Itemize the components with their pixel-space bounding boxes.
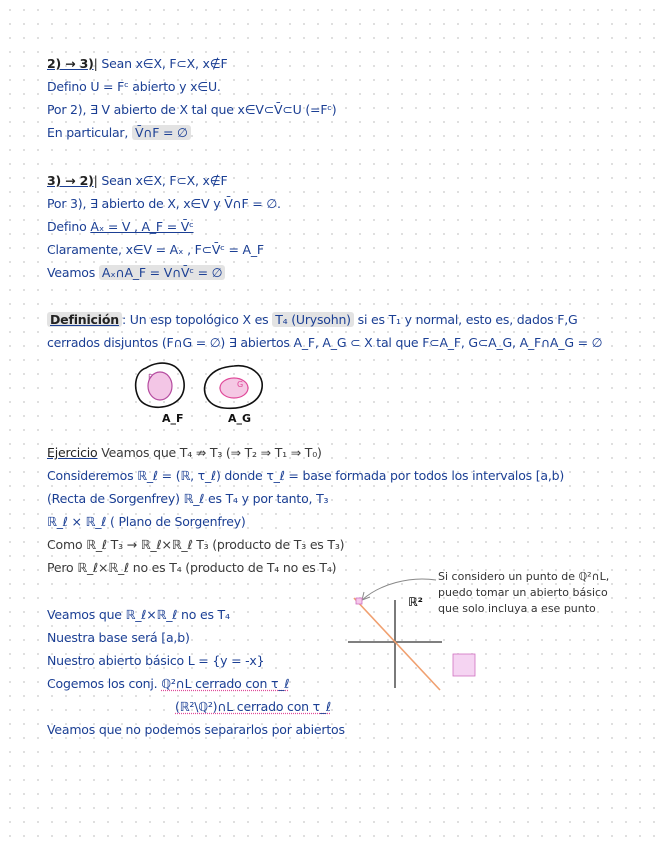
label-f: F [148, 373, 153, 382]
s1-line-1: 2) → 3)| Sean x∈X, F⊂X, x∉F [47, 56, 228, 71]
s1-heading: 2) → 3) [47, 56, 94, 71]
axis-label-r2: ℝ² [408, 595, 423, 609]
closed-set-g [220, 378, 248, 398]
ej-line-9: Nuestro abierto básico L = {y = -x} [47, 653, 265, 668]
s2-highlight: Aₓ∩A_F = V∩V̄ᶜ = ∅ [99, 265, 225, 280]
s2-line-5 [47, 265, 225, 281]
s1-highlight: V̄∩F = ∅ [132, 125, 191, 140]
label-af: A_F [162, 412, 184, 425]
s2-text-3b: Aₓ = V , A_F = V̄ᶜ [90, 219, 194, 234]
s2-line-1: 3) → 2)| Sean x∈X, F⊂X, x∉F [47, 173, 228, 188]
s2-heading: 3) → 2) [47, 173, 94, 188]
s2-line-4: Claramente, x∈V = Aₓ , F⊂V̄ᶜ = A_F [47, 242, 264, 257]
ej-text-1: Veamos que T₄ ⇏ T₃ (⇒ T₂ ⇒ T₁ ⇒ T₀) [101, 445, 322, 460]
label-ag: A_G [228, 412, 252, 425]
ej-text-10b: ℚ²∩L cerrado con τ_ℓ [161, 676, 290, 691]
basic-open-small [356, 598, 362, 604]
plane-diagram [340, 570, 480, 696]
def-term: Definición [47, 312, 122, 327]
ej-line-7: Veamos que ℝ_ℓ×ℝ_ℓ no es T₄ [47, 607, 230, 622]
label-g: G [237, 380, 244, 389]
note-line-2: puedo tomar un abierto básico [438, 586, 608, 599]
def-line-1: Definición : Un esp topológico X es T₄ (Urysohn) si es T₁ y normal, esto es, dados F,G [47, 312, 578, 328]
ej-term: Ejercicio [47, 445, 98, 460]
ej-line-4: ℝ_ℓ × ℝ_ℓ ( Plano de Sorgenfrey) [47, 514, 246, 529]
note-line-3: que solo incluya a ese punto [438, 602, 596, 615]
ej-line-3: (Recta de Sorgenfrey) ℝ_ℓ es T₄ y por tanto, T₃ [47, 491, 329, 506]
def-highlight: T₄ (Urysohn) [272, 312, 354, 327]
ej-text-11: (ℝ²\ℚ²)∩L cerrado con τ_ℓ [175, 699, 332, 714]
basic-open-large [453, 654, 475, 676]
s1-text-4a: En particular, [47, 125, 129, 140]
def-text-1c: si es T₁ y normal, esto es, dados F,G [357, 312, 578, 327]
ej-line-6: Pero ℝ_ℓ×ℝ_ℓ no es T₄ (producto de T₄ no es T₄) [47, 560, 337, 575]
s2-line-3 [47, 219, 194, 235]
def-text-1a: Un esp topológico X es [129, 312, 269, 327]
ej-line-2: Consideremos ℝ_ℓ = (ℝ, τ_ℓ) donde τ_ℓ = base formada por todos los intervalos [a,b) [47, 468, 565, 483]
s2-line-2: Por 3), ∃ abierto de X, x∈V y V̄∩F = ∅. [47, 196, 281, 211]
sets-figure [120, 358, 280, 424]
line-l [354, 598, 440, 690]
ej-line-8: Nuestra base será [a,b) [47, 630, 190, 645]
ej-line-10 [47, 676, 289, 692]
s1-line-3: Por 2), ∃ V abierto de X tal que x∈V⊂V̄⊂U (=Fᶜ) [47, 102, 337, 117]
s2-text-3a: Defino [47, 219, 87, 234]
s1-line-2: Defino U = Fᶜ abierto y x∈U. [47, 79, 221, 94]
s2-text-5a: Veamos [47, 265, 96, 280]
ej-line-11 [175, 699, 331, 715]
ej-text-10a: Cogemos los conj. [47, 676, 158, 691]
ej-line-1 [47, 445, 322, 461]
s2-text-1: Sean x∈X, F⊂X, x∉F [101, 173, 228, 188]
s1-line-4 [47, 125, 191, 141]
def-line-2: cerrados disjuntos (F∩G = ∅) ∃ abiertos A_F, A_G ⊂ X tal que F⊂A_F, G⊂A_G, A_F∩A_G = ∅ [47, 335, 603, 350]
note-line-1: Si considero un punto de ℚ²∩L, [438, 570, 610, 583]
ej-line-5: Como ℝ_ℓ T₃ → ℝ_ℓ×ℝ_ℓ T₃ (producto de T₃ es T₃) [47, 537, 345, 552]
note-arrow [362, 579, 436, 600]
ej-line-12: Veamos que no podemos separarlos por abiertos [47, 722, 345, 737]
s1-text-1: Sean x∈X, F⊂X, x∉F [101, 56, 228, 71]
